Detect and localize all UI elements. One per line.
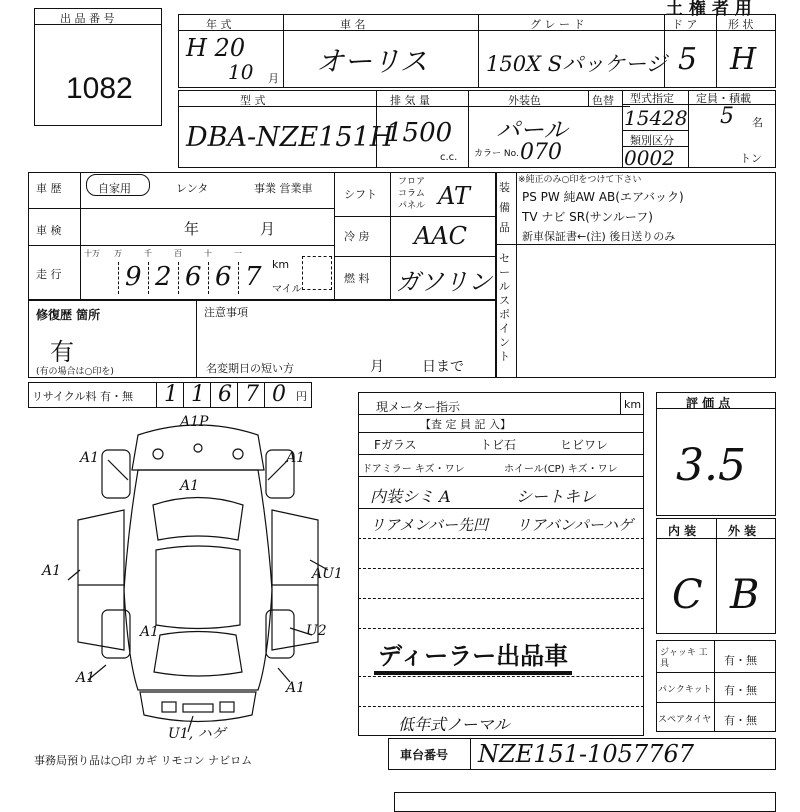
crack-label: ヒビワレ bbox=[560, 438, 609, 452]
grade-label: グ レ ー ド bbox=[530, 18, 585, 31]
equipment-note: ※純正のみ○印をつけて下さい bbox=[518, 175, 642, 185]
repair-label: 修復歴 箇所 bbox=[36, 308, 101, 322]
score-value: 3.5 bbox=[676, 440, 746, 491]
panel-label: パネル bbox=[398, 201, 426, 211]
column-label: コラム bbox=[398, 189, 425, 199]
mileage-digit: 7 bbox=[238, 262, 262, 294]
office-note: 事務局預り品は○印 カギ リモコン ナビロム bbox=[34, 754, 253, 767]
category-label: 類別区分 bbox=[630, 134, 674, 147]
sales-point-label: セールスポイント bbox=[499, 252, 510, 363]
car-diagram bbox=[28, 410, 348, 750]
name-change-month: 月 bbox=[370, 359, 384, 375]
equipment-label: 装 備 品 bbox=[499, 181, 510, 234]
make-label: 車 名 bbox=[340, 18, 366, 31]
private-label: 自家用 bbox=[98, 182, 131, 195]
lot-number: 1082 bbox=[66, 72, 133, 105]
ac-label: 冷 房 bbox=[344, 230, 370, 243]
displacement-value: 1500 bbox=[386, 118, 453, 148]
cc-unit: c.c. bbox=[440, 152, 458, 163]
mileage-digit-label: 万 bbox=[114, 249, 122, 258]
mark-rear: A1 bbox=[286, 680, 306, 696]
shift-label: シフト bbox=[344, 188, 377, 201]
shaken-month-unit: 月 bbox=[260, 220, 276, 238]
floor-label: フロア bbox=[398, 177, 426, 187]
attention-label: 注意事項 bbox=[204, 306, 248, 319]
business-label: 事業 営業車 bbox=[254, 182, 313, 195]
repair-value: 有 bbox=[50, 338, 74, 366]
name-change-day: 日まで bbox=[422, 359, 464, 375]
color-value: パール bbox=[496, 116, 568, 144]
jack-yes-no: 有・無 bbox=[724, 654, 757, 667]
spare-yes-no: 有・無 bbox=[724, 714, 757, 727]
capacity-unit: 名 bbox=[752, 116, 763, 129]
meter-label: 現メーター指示 bbox=[376, 400, 461, 414]
month-value: 10 bbox=[228, 60, 254, 84]
dealer-stamp: ディーラー出品車 bbox=[374, 636, 572, 675]
mark-left: A1 bbox=[42, 563, 62, 579]
fuel-value: ガソリン bbox=[396, 268, 492, 296]
lot-number-label: 出 品 番 号 bbox=[60, 12, 115, 25]
km-label: km bbox=[272, 258, 290, 271]
shift-value: AT bbox=[438, 182, 471, 210]
wheel-label: ホイール(CP) キズ・ワレ bbox=[504, 464, 618, 475]
mark-fr: A1 bbox=[286, 450, 306, 466]
year-label: 年 式 bbox=[206, 18, 232, 31]
puncture-yes-no: 有・無 bbox=[724, 684, 757, 697]
make-value: オーリス bbox=[316, 45, 428, 78]
note-seat-tear: シートキレ bbox=[516, 487, 596, 506]
mirror-label: ドアミラー キズ・ワレ bbox=[362, 464, 465, 475]
recycle-digit: 7 bbox=[237, 382, 259, 408]
mileage-digit-label: 十 bbox=[204, 249, 212, 258]
recycle-digit: 6 bbox=[210, 382, 232, 408]
private-circle bbox=[86, 174, 150, 196]
note-interior-stain: 内装シミ A bbox=[370, 487, 451, 506]
interior-value: C bbox=[672, 572, 703, 618]
capacity-value: 5 bbox=[720, 104, 734, 129]
rental-label: レンタ bbox=[176, 182, 209, 195]
bottom-partial-box bbox=[394, 792, 776, 812]
interior-label: 内 装 bbox=[668, 524, 697, 538]
grade-value: 150X Sパッケージ bbox=[486, 52, 667, 76]
mark-bumper: U1, ハゲ bbox=[168, 726, 226, 742]
mile-box bbox=[302, 256, 332, 290]
mileage-label: 走 行 bbox=[36, 268, 62, 281]
shaken-year-unit: 年 bbox=[184, 220, 200, 238]
color-no-label: カラー No. bbox=[474, 149, 519, 159]
jack-label: ジャッキ 工 具 bbox=[660, 648, 708, 669]
chassis-value: NZE151-1057767 bbox=[478, 740, 694, 768]
displacement-label: 排 気 量 bbox=[390, 94, 430, 107]
color-trim-label: 色替 bbox=[592, 94, 614, 107]
category-value: 0002 bbox=[624, 146, 675, 170]
mileage-digit-label: 十万 bbox=[84, 249, 100, 258]
shape-value: H bbox=[730, 42, 757, 77]
color-label: 外装色 bbox=[508, 94, 541, 107]
mark-fl: A1 bbox=[80, 450, 100, 466]
mile-label: マイル bbox=[272, 284, 302, 295]
mark-rl: A1 bbox=[76, 670, 96, 686]
repair-note: (有の場合は○印を) bbox=[36, 367, 114, 377]
mark-top: A1P bbox=[180, 414, 209, 430]
exterior-label: 外 装 bbox=[728, 524, 757, 538]
ton-unit: トン bbox=[740, 152, 762, 165]
note-rear-bumper: リアバンパーハゲ bbox=[516, 516, 634, 534]
spare-label: スペアタイヤ bbox=[658, 715, 712, 725]
recycle-unit: 円 bbox=[296, 390, 307, 403]
chassis-label: 車台番号 bbox=[400, 748, 449, 762]
note-rear-member: リアメンバー先凹 bbox=[370, 516, 489, 534]
mileage-digit: 9 bbox=[118, 262, 142, 294]
mileage-digit: 2 bbox=[148, 262, 172, 294]
puncture-label: パンクキット bbox=[658, 685, 712, 695]
top-right-partial-title: 土 権 者 用 bbox=[666, 0, 752, 19]
glass-label: Fガラス bbox=[374, 438, 417, 452]
recycle-label: リサイクル料 有・無 bbox=[32, 390, 133, 403]
exterior-value: B bbox=[730, 572, 760, 618]
stone-label: トビ石 bbox=[480, 438, 517, 452]
color-no-value: 070 bbox=[520, 140, 562, 165]
name-change-label: 名変期日の短い方 bbox=[206, 362, 294, 375]
mark-center: A1 bbox=[140, 624, 160, 640]
mileage-digit: 6 bbox=[208, 262, 232, 294]
mileage-digit: 6 bbox=[178, 262, 202, 294]
shaken-label: 車 検 bbox=[36, 224, 62, 237]
capacity-label: 定員・積載 bbox=[696, 92, 751, 105]
note-older-model: 低年式ノーマル bbox=[398, 715, 510, 734]
inspector-label: 【査 定 員 記 入】 bbox=[420, 418, 511, 431]
recycle-digit: 1 bbox=[156, 382, 178, 408]
mark-right: AU1 bbox=[312, 566, 343, 582]
model-designation-label: 型式指定 bbox=[630, 92, 674, 105]
model-value: DBA-NZE151H bbox=[186, 122, 394, 153]
meter-km-unit: km bbox=[624, 398, 642, 411]
ac-value: AAC bbox=[414, 222, 468, 250]
model-label: 型 式 bbox=[240, 94, 266, 107]
door-value: 5 bbox=[678, 42, 698, 77]
mark-hood: A1 bbox=[180, 478, 200, 494]
month-unit: 月 bbox=[268, 72, 279, 85]
fuel-label: 燃 料 bbox=[344, 272, 370, 285]
mileage-digit-label: 百 bbox=[174, 249, 182, 258]
shape-label: 形 状 bbox=[728, 18, 754, 31]
year-value: H 20 bbox=[186, 34, 246, 62]
history-label: 車 歴 bbox=[36, 182, 62, 195]
equipment-line1: PS PW 純AW AB(エアバック) bbox=[522, 190, 684, 204]
recycle-digit: 0 bbox=[264, 382, 286, 408]
mark-rr: U2 bbox=[306, 623, 327, 639]
door-label: ド ア bbox=[672, 18, 698, 31]
mileage-digit-label: 千 bbox=[144, 249, 152, 258]
equipment-line2: TV ナビ SR(サンルーフ) bbox=[522, 210, 653, 224]
equipment-line3: 新車保証書←(注) 後日送りのみ bbox=[522, 230, 676, 243]
recycle-digit: 1 bbox=[183, 382, 205, 408]
mileage-digit-label: 一 bbox=[234, 249, 242, 258]
model-designation-value: 15428 bbox=[624, 106, 688, 130]
score-label: 評 価 点 bbox=[686, 396, 731, 410]
